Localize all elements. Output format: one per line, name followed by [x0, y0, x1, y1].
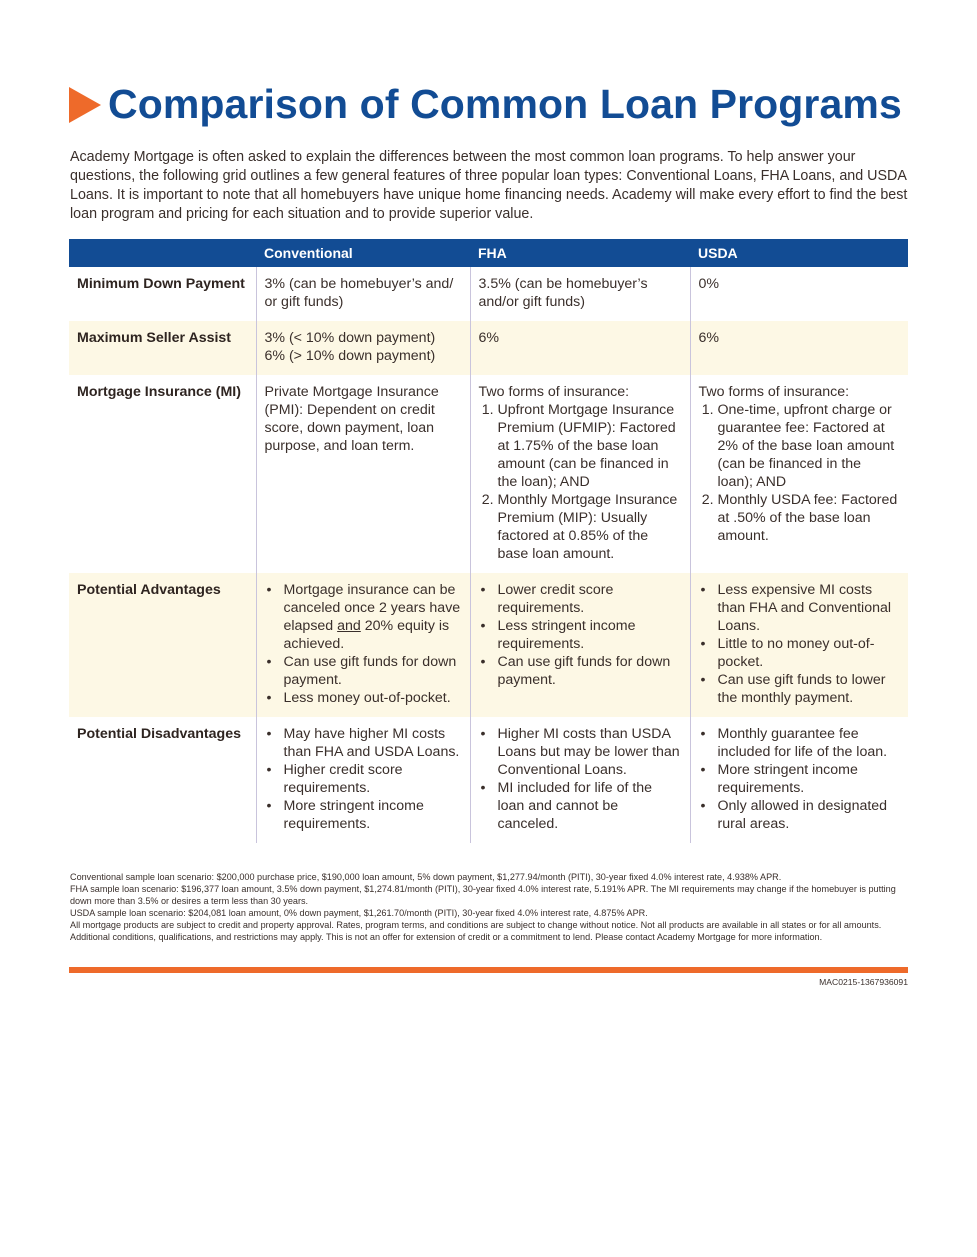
cell-intro: Two forms of insurance:: [478, 384, 630, 400]
list-item: 1. One-time, upfront charge or guarantee fee: Factored at 2% of the base loan amount (can be financed in the loan); AND: [718, 401, 901, 491]
list-item: 2. Monthly USDA fee: Factored at .50% of the base loan amount.: [718, 491, 901, 545]
cell-line: 3% (< 10% down payment): [264, 330, 436, 346]
cell-conventional: Private Mortgage Insurance (PMI): Dependent on credit score, down payment, loan purpose, and loan term.: [256, 375, 470, 573]
bullet-list: [699, 581, 901, 707]
cell-fha: [470, 375, 690, 573]
cell-conventional: [256, 717, 470, 843]
row-label: Minimum Down Payment: [77, 276, 245, 292]
list-item: • Higher MI costs than USDA Loans but may be lower than Conventional Loans.: [498, 725, 682, 779]
cell-conventional: 3% (can be homebuyer’s and/ or gift funds): [256, 267, 470, 321]
list-item: • Can use gift funds for down payment.: [284, 653, 462, 689]
cell-line: 6% (> 10% down payment): [264, 348, 436, 364]
cell-conventional: [256, 573, 470, 717]
list-item: • Higher credit score requirements.: [284, 761, 462, 797]
row-maximum-seller-assist: [69, 321, 908, 375]
footnotes: [70, 871, 915, 944]
row-potential-advantages: [69, 573, 908, 717]
list-item: • Can use gift funds to lower the monthly payment.: [718, 671, 901, 707]
footnote-disclaimer: All mortgage products are subject to credit and property approval. Rates, program terms, and conditions are subject to change without notice. Not all products are available in all states or for all amounts. Additional conditions, qualifications, and restrictions may apply. This is not an offer for extension of credit or a commitment to lend. Please contact Academy Mortgage for more information.: [70, 920, 882, 943]
row-label: Maximum Seller Assist: [69, 321, 256, 375]
list-item: • Can use gift funds for down payment.: [498, 653, 682, 689]
bullet-list: [265, 725, 462, 833]
header-empty: [69, 239, 256, 267]
list-item: 1. Upfront Mortgage Insurance Premium (UFMIP): Factored at 1.75% of the base loan amount (can be financed in the loan); AND: [498, 401, 682, 491]
row-label: Mortgage Insurance (MI): [77, 384, 241, 400]
list-item: • Less expensive MI costs than FHA and Conventional Loans.: [718, 581, 901, 635]
cell-fha: [470, 717, 690, 843]
cell-usda: 0%: [690, 267, 908, 321]
footnote-conventional: Conventional sample loan scenario: $200,000 purchase price, $190,000 loan amount, 5% down payment, $1,277.94/month (PITI), 30-year fixed 4.0% interest rate, 4.938% APR.: [70, 872, 782, 882]
loan-comparison-table: [69, 239, 908, 843]
title-row: [69, 78, 929, 134]
footnote-fha: FHA sample loan scenario: $196,377 loan amount, 3.5% down payment, $1,274.81/month (PITI), 30-year fixed 4.0% interest rate, 5.191% APR. The MI requirements may change if the homebuyer is putting down more than 3.5% or desires a term less than 30 years.: [70, 884, 896, 907]
list-item: [284, 581, 462, 653]
list-item: • Lower credit score requirements.: [498, 581, 682, 617]
list-item: • More stringent income requirements.: [718, 761, 901, 797]
intro-paragraph: Academy Mortgage is often asked to explain the differences between the most common loan programs. To help answer your questions, the following grid outlines a few general features of three popular loan types: Conventional Loans, FHA Loans, and USDA Loans. It is important to note that all homebuyers have unique home financing needs. Academy will make every effort to find the best loan program and pricing for each situation and to provide superior value.: [70, 149, 908, 222]
list-item: • Only allowed in designated rural areas.: [718, 797, 901, 833]
document-code: MAC0215-1367936091: [819, 977, 908, 987]
underlined-text: and: [337, 618, 361, 634]
page-title: Comparison of Common Loan Programs: [108, 81, 902, 127]
cell-usda: [690, 375, 908, 573]
cell-usda: 6%: [690, 321, 908, 375]
cell-fha: 6%: [470, 321, 690, 375]
list-item: • More stringent income requirements.: [284, 797, 462, 833]
bullet-list: [479, 581, 682, 689]
header-fha: FHA: [470, 239, 690, 267]
bullet-list: [265, 581, 462, 707]
cell-intro: Two forms of insurance:: [698, 384, 850, 400]
bullet-list: [479, 725, 682, 833]
cell-usda: [690, 573, 908, 717]
cell-fha: [470, 573, 690, 717]
list-item: • Less stringent income requirements.: [498, 617, 682, 653]
list-item-text: Mortgage insurance can be canceled once 2 years have elapsed: [283, 582, 461, 634]
list-item: • Monthly guarantee fee included for life of the loan.: [718, 725, 901, 761]
list-item: • Little to no money out-of-pocket.: [718, 635, 901, 671]
numbered-list: [699, 401, 901, 545]
cell-usda: [690, 717, 908, 843]
right-triangle-icon: [69, 87, 101, 123]
list-item: • May have higher MI costs than FHA and USDA Loans.: [284, 725, 462, 761]
row-label: Potential Advantages: [69, 573, 256, 717]
list-item: 2. Monthly Mortgage Insurance Premium (MIP): Usually factored at 0.85% of the base loan amount.: [498, 491, 682, 563]
row-minimum-down-payment: [69, 267, 908, 321]
cell-conventional: [256, 321, 470, 375]
cell-fha: 3.5% (can be homebuyer’s and/or gift funds): [470, 267, 690, 321]
list-item: • Less money out-of-pocket.: [284, 689, 462, 707]
row-mortgage-insurance: [69, 375, 908, 573]
numbered-list: [479, 401, 682, 563]
footnote-usda: USDA sample loan scenario: $204,081 loan amount, 0% down payment, $1,261.70/month (PITI), 30-year fixed 4.0% interest rate, 4.875% APR.: [70, 908, 648, 919]
list-item: • MI included for life of the loan and cannot be canceled.: [498, 779, 682, 833]
list-item-text: 20% equity is achieved.: [283, 618, 450, 652]
row-label: Potential Disadvantages: [77, 726, 241, 742]
bullet-list: [699, 725, 901, 833]
header-conventional: Conventional: [256, 239, 470, 267]
table-header-row: [69, 239, 908, 267]
row-potential-disadvantages: [69, 717, 908, 843]
orange-divider: [69, 967, 908, 973]
header-usda: USDA: [690, 239, 908, 267]
